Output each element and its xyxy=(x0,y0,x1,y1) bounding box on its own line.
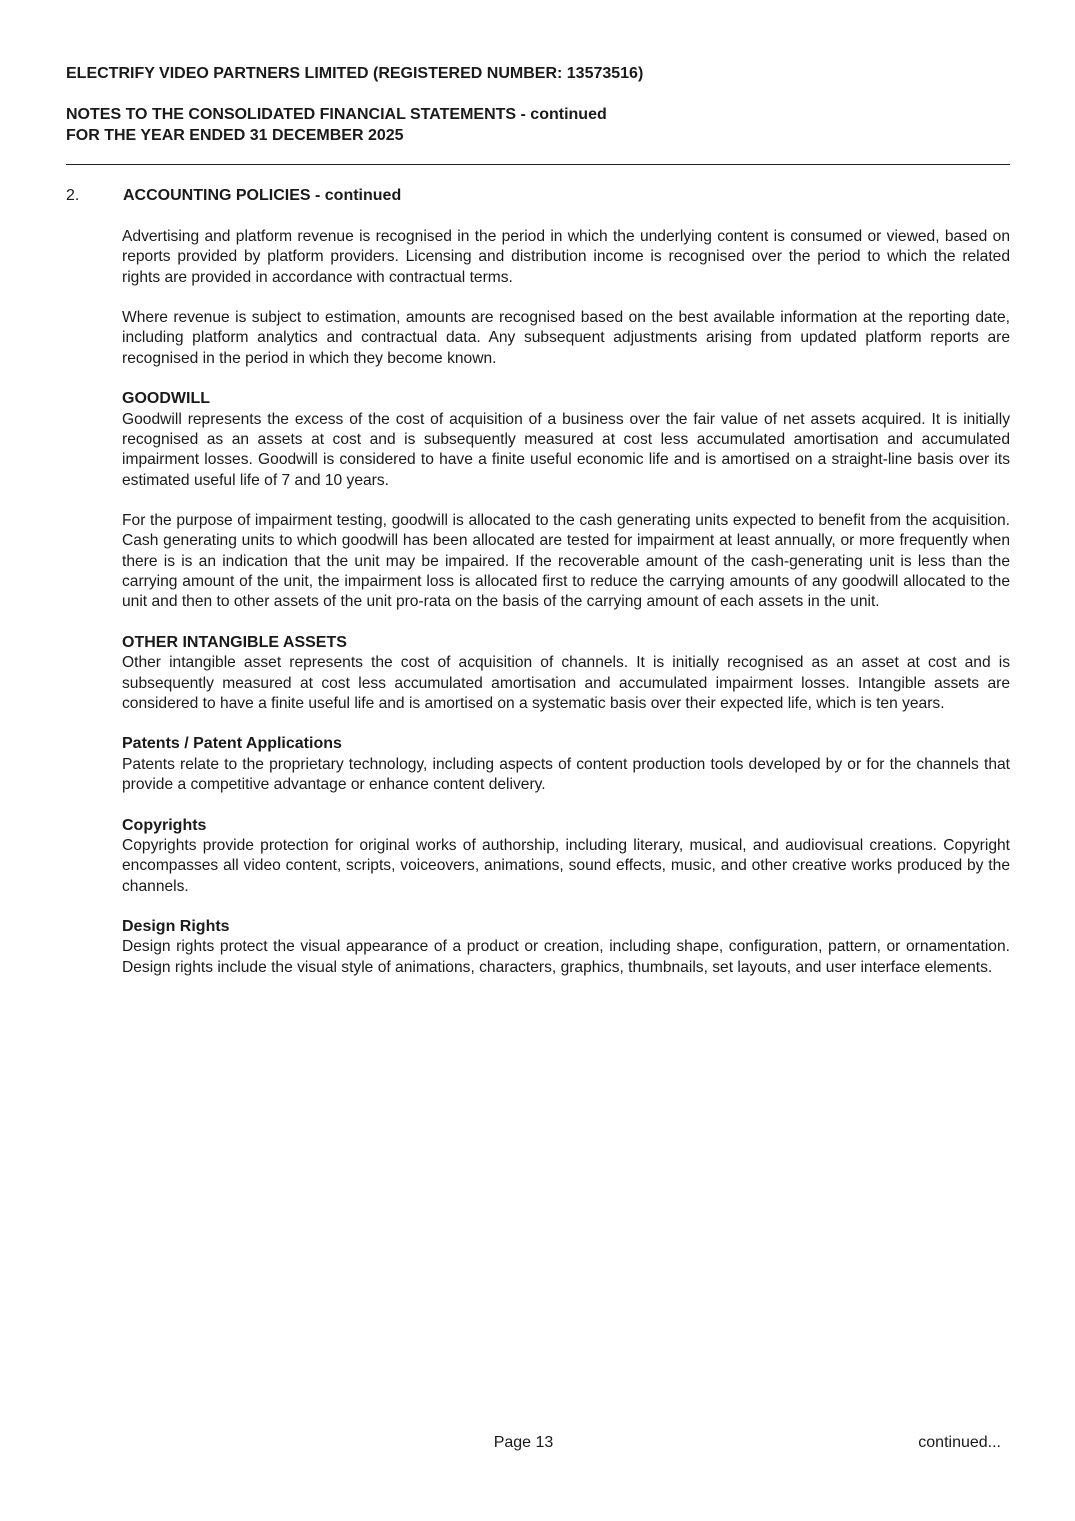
goodwill-heading: GOODWILL xyxy=(122,390,210,408)
policies-content xyxy=(122,227,1010,998)
copyrights-heading: Copyrights xyxy=(122,816,207,834)
intangibles-heading: OTHER INTANGIBLE ASSETS xyxy=(122,633,347,651)
patents-heading: Patents / Patent Applications xyxy=(122,735,342,753)
goodwill-paragraph-2: For the purpose of impairment testing, goodwill is allocated to the cash generating units expected to benefit from the acquisition. Cash generating units to which goodwill has been allocated are tested for impairment at least annually, or more frequently when there is is an indication that the unit may be impaired. If the recoverable amount of the cash-generating unit is less than the carrying amount of the unit, the impairment loss is allocated first to reduce the carrying amounts of any goodwill allocated to the unit and then to other assets of the unit pro-rata on the basis of the carrying amount of each assets in the unit. xyxy=(122,512,1010,611)
page-number: Page 13 xyxy=(493,1434,554,1451)
design-rights-paragraph: Design rights protect the visual appearance of a product or creation, including shape, configuration, pattern, or ornamentation. Design rights include the visual style of animations, characters, graphics, thumbnails, set layouts, and user interface elements. xyxy=(122,938,1010,976)
goodwill-paragraph-1: Goodwill represents the excess of the cost of acquisition of a business over the fair value of net assets acquired. It is initially recognised as an assets at cost and is subsequently measured at cost less accumulated amortisation and accumulated impairment losses. Goodwill is considered to have a finite useful economic life and is amortised on a straight-line basis over its estimated useful life of 7 and 10 years. xyxy=(122,410,1010,489)
copyrights-paragraph: Copyrights provide protection for original works of authorship, including literary, musical, and audiovisual creations. Copyright encompasses all video content, scripts, voiceovers, animations, sound effects, music, and other creative works produced by the channels. xyxy=(122,836,1010,895)
company-header: ELECTRIFY VIDEO PARTNERS LIMITED (REGISTERED NUMBER: 13573516) xyxy=(66,65,644,82)
notes-title: NOTES TO THE CONSOLIDATED FINANCIAL STATEMENTS - continued xyxy=(66,106,607,123)
revenue-paragraph-1: Advertising and platform revenue is recognised in the period in which the underlying content is consumed or viewed, based on reports provided by platform providers. Licensing and distribution income is recognised over the period to which the related rights are provided in accordance with contractual terms. xyxy=(122,228,1010,286)
period-title: FOR THE YEAR ENDED 31 DECEMBER 2025 xyxy=(66,127,404,144)
continued-label: continued... xyxy=(918,1434,1001,1451)
patents-paragraph: Patents relate to the proprietary technology, including aspects of content production tools developed by or for the channels that provide a competitive advantage or enhance content delivery. xyxy=(122,755,1010,794)
intangibles-paragraph: Other intangible asset represents the cost of acquisition of channels. It is initially recognised as an asset at cost and is subsequently measured at cost less accumulated amortisation and accumulated impairment losses. Intangible assets are considered to have a finite useful life and is amortised on a systematic basis over their expected life, which is ten years. xyxy=(122,654,1010,712)
design-rights-heading: Design Rights xyxy=(122,918,230,936)
section-title: ACCOUNTING POLICIES - continued xyxy=(123,187,402,204)
section-number: 2. xyxy=(66,187,80,204)
header-divider xyxy=(66,164,1010,165)
revenue-paragraph-2: Where revenue is subject to estimation, amounts are recognised based on the best available information at the reporting date, including platform analytics and contractual data. Any subsequent adjustments arising from updated platform reports are recognised in the period in which they become known. xyxy=(122,309,1010,367)
